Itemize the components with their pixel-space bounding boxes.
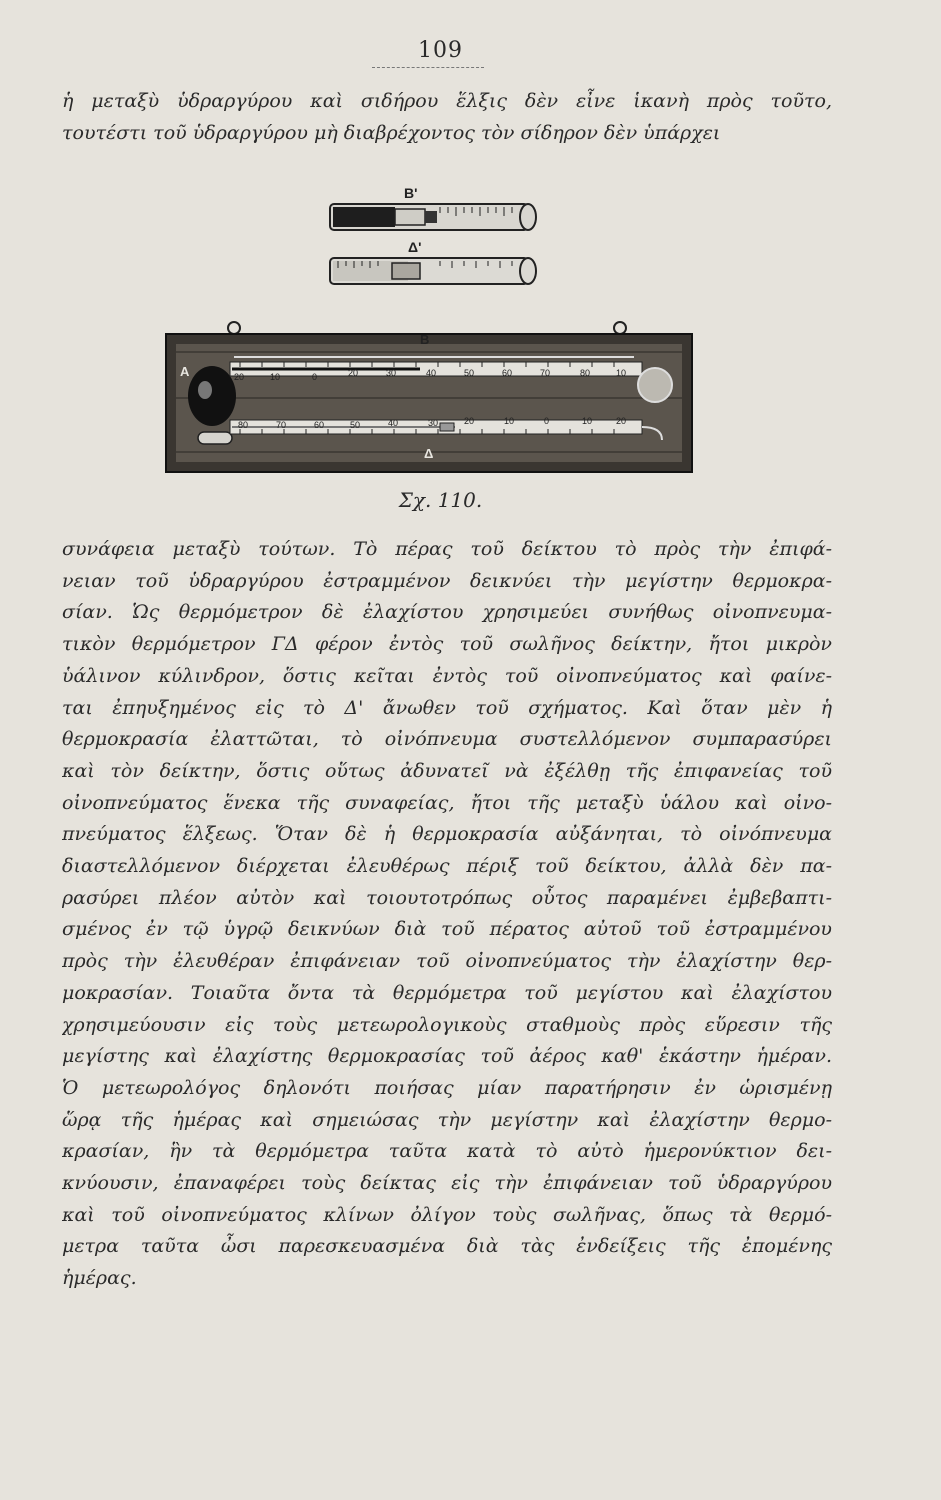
text-line: ὑάλινον κύλινδρον, ὅστις κεῖται ἐντὸς τοῦ οἰνοπνεύματος καὶ φαίνε- [62, 664, 832, 687]
text-line: σίαν. Ὡς θερμόμετρον δὲ ἐλαχίστου χρησιμεύει συνήθως οἰνοπνευμα- [62, 601, 832, 624]
label-b: Β [420, 332, 430, 347]
lower-scale-label: 60 [314, 420, 325, 430]
lower-scale-label: 20 [616, 416, 627, 426]
text-line: μεγίστης καὶ ἐλαχίστης θερμοκρασίας τοῦ ἀέρος καθ' ἑκάστην ἡμέραν. [62, 1045, 832, 1068]
label-d: Δ [424, 446, 434, 461]
upper-scale-label: 80 [580, 368, 591, 378]
text-line: ἡμέρας. [62, 1267, 137, 1290]
upper-scale-label: 0 [312, 372, 318, 382]
lower-scale-label: 40 [388, 418, 399, 428]
body-paragraph [62, 534, 832, 1295]
text-line: μετρα ταῦτα ὦσι παρεσκευασμένα διὰ τὰς ἐνδείξεις τῆς ἐπομένης [62, 1235, 832, 1258]
text-line: τικὸν θερμόμετρον ΓΔ φέρον ἐντὸς τοῦ σωλῆνος δείκτην, ἤτοι μικρὸν [62, 633, 832, 656]
upper-scale-label: 70 [540, 368, 551, 378]
upper-scale-label: 30 [386, 368, 397, 378]
label-b-prime: Β' [404, 185, 418, 201]
text-line: πρὸς τὴν ἐλευθέραν ἐπιφάνειαν τοῦ οἰνοπνεύματος τὴν ἐλαχίστην θερ- [62, 950, 832, 973]
detail-tube-b-prime [330, 204, 536, 230]
lower-scale-label: 30 [428, 418, 439, 428]
upper-scale-label: 60 [502, 368, 513, 378]
label-d-prime: Δ' [408, 239, 422, 255]
lower-scale-label: 70 [276, 420, 287, 430]
upper-scale-label: 20 [348, 368, 359, 378]
text-line: ἡ μεταξὺ ὑδραργύρου καὶ σιδήρου ἕλξις δὲν εἶνε ἱκανὴ πρὸς τοῦτο, [62, 90, 832, 112]
text-line: σμένος ἐν τῷ ὑγρῷ δεικνύων διὰ τοῦ πέρατος αὐτοῦ τοῦ ἐστραμμένου [62, 918, 832, 941]
figure-caption: Σχ. 110. [398, 488, 483, 512]
lower-scale-label: 20 [464, 416, 475, 426]
text-line: διαστελλόμενον διέρχεται ἐλευθέρως πέριξ τοῦ δείκτου, ἀλλὰ δὲν πα- [62, 855, 832, 878]
thermometer-figure [0, 0, 941, 480]
upper-scale-label: 40 [426, 368, 437, 378]
text-line: μοκρασίαν. Τοιαῦτα ὄντα τὰ θερμόμετρα τοῦ μεγίστου καὶ ἐλαχίστου [62, 981, 832, 1004]
text-line: συνάφεια μεταξὺ τούτων. Τὸ πέρας τοῦ δείκτου τὸ πρὸς τὴν ἐπιφά- [62, 538, 832, 560]
label-a: Α [180, 364, 190, 379]
text-line: ὥρᾳ τῆς ἡμέρας καὶ σημειώσας τὴν μεγίστην καὶ ἐλαχίστην θερμο- [62, 1108, 832, 1131]
lower-scale-label: 80 [238, 420, 249, 430]
text-line: οἰνοπνεύματος ἕνεκα τῆς συναφείας, ἤτοι τῆς μεταξὺ ὑάλου καὶ οἰνο- [62, 791, 832, 814]
text-line: ρασύρει πλέον αὐτὸν καὶ τοιουτοτρόπως οὗτος παραμένει ἐμβεβαπτι- [62, 886, 832, 909]
text-line: ται ἐπηυξημένος εἰς τὸ Δ' ἄνωθεν τοῦ σχήματος. Καὶ ὅταν μὲν ἡ [62, 696, 832, 719]
upper-scale-label: 20 [234, 372, 245, 382]
page-number: 109 [418, 38, 463, 63]
text-line: θερμοκρασία ἐλαττῶται, τὸ οἰνόπνευμα συστελλόμενον συμπαρασύρει [62, 728, 832, 751]
text-line: κνύουσιν, ἐπαναφέρει τοὺς δείκτας εἰς τὴν ἐπιφάνειαν τοῦ ὑδραργύρου [62, 1172, 832, 1195]
text-line: χρησιμεύουσιν εἰς τοὺς μετεωρολογικοὺς σταθμοὺς πρὸς εὕρεσιν τῆς [62, 1013, 832, 1036]
upper-scale-label: 50 [464, 368, 475, 378]
lower-scale-label: 0 [544, 416, 550, 426]
lower-scale-label: 50 [350, 420, 361, 430]
text-line: καὶ τοῦ οἰνοπνεύματος κλίνων ὀλίγον τοὺς σωλῆνας, ὅπως τὰ θερμό- [62, 1203, 832, 1226]
lower-scale-label: 10 [504, 416, 515, 426]
text-line: Ὁ μετεωρολόγος δηλονότι ποιήσας μίαν παρατήρησιν ἐν ὡρισμένῃ [62, 1076, 832, 1099]
upper-scale-label: 10 [270, 372, 281, 382]
text-line: καὶ τὸν δείκτην, ὅστις οὕτως ἀδυνατεῖ νὰ ἐξέλθῃ τῆς ἐπιφανείας τοῦ [62, 759, 832, 782]
lower-scale-label: 10 [582, 416, 593, 426]
upper-scale-label: 10 [616, 368, 627, 378]
text-line: νειαν τοῦ ὑδραργύρου ἐστραμμένον δεικνύει τὴν μεγίστην θερμοκρα- [62, 569, 832, 592]
text-line: κρασίαν, ἣν τὰ θερμόμετρα ταῦτα κατὰ τὸ αὐτὸ ἡμερονύκτιον δει- [62, 1140, 832, 1163]
detail-tube-d-prime [330, 258, 536, 284]
text-line: τουτέστι τοῦ ὑδραργύρου μὴ διαβρέχοντος τὸν σίδηρον δὲν ὑπάρχει [62, 121, 721, 144]
text-line: πνεύματος ἕλξεως. Ὅταν δὲ ἡ θερμοκρασία αὐξάνηται, τὸ οἰνόπνευμα [62, 823, 832, 846]
